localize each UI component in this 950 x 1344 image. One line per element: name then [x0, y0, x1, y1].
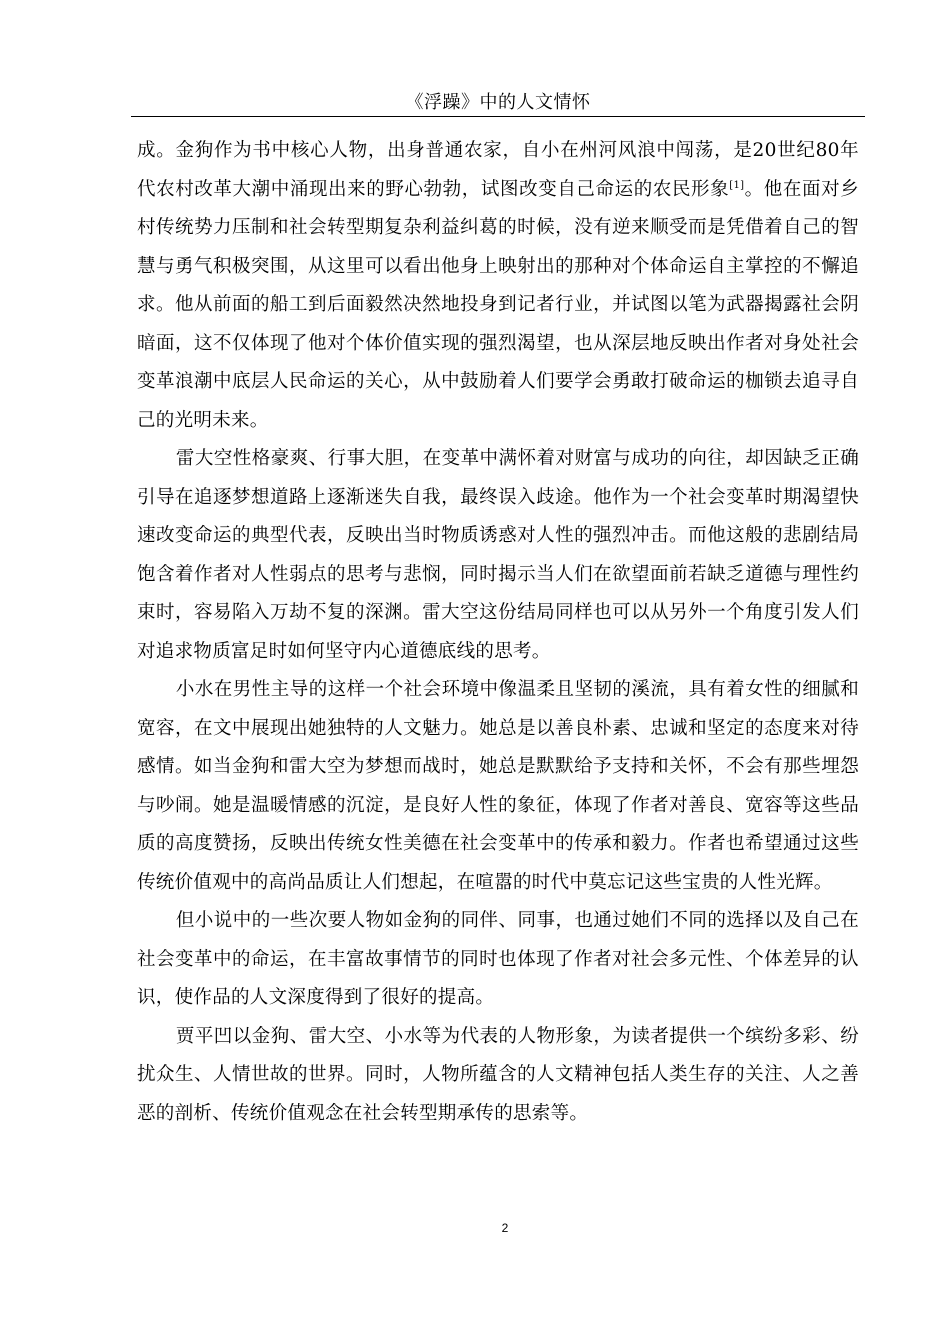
- running-header-title: 《浮躁》中的人文情怀: [405, 92, 591, 113]
- paragraph-1-text-before: 成。金狗作为书中核心人物，出身普通农家，自小在州河风浪中闯荡，是20世纪80年代农村改革大潮中涌现出来的野心勃勃，试图改变自己命运的农民形象: [137, 140, 859, 200]
- page-number: 2: [501, 1221, 509, 1235]
- paragraph-5: 贾平凹以金狗、雷大空、小水等为代表的人物形象，为读者提供一个缤纷多彩、纷扰众生、人情世故的世界。同时，人物所蕴含的人文精神包括人类生存的关注、人之善恶的剖析、传统价值观念在社会转型期承传的思索等。: [137, 1025, 859, 1124]
- citation-marker[interactable]: [1]: [729, 179, 745, 191]
- header-divider: [131, 116, 865, 117]
- paragraph-1: [137, 132, 859, 440]
- paragraph-4: 但小说中的一些次要人物如金狗的同伴、同事，也通过她们不同的选择以及自己在社会变革中的命运，在丰富故事情节的同时也体现了作者对社会多元性、个体差异的认识，使作品的人文深度得到了很好的提高。: [137, 910, 859, 1008]
- body-text: [137, 132, 859, 1133]
- paragraph-1-text-after: 。他在面对乡村传统势力压制和社会转型期复杂利益纠葛的时候，没有逆来顺受而是凭借着自己的智慧与勇气积极突围，从这里可以看出他身上映射出的那种对个体命运自主掌控的不懈追求。他从前面的船工到后面毅然决然地投身到记者行业，并试图以笔为武器揭露社会阴暗面，这不仅体现了他对个体价值实现的强烈渴望，也从深层地反映出作者对身处社会变革浪潮中底层人民命运的关心，从中鼓励着人们要学会勇敢打破命运的枷锁去追寻自己的光明未来。: [137, 178, 859, 431]
- paragraph-3: 小水在男性主导的这样一个社会环境中像温柔且坚韧的溪流，具有着女性的细腻和宽容，在文中展现出她独特的人文魅力。她总是以善良朴素、忠诚和坚定的态度来对待感情。如当金狗和雷大空为梦想而战时，她总是默默给予支持和关怀，不会有那些埋怨与吵闹。她是温暖情感的沉淀，是良好人性的象征，体现了作者对善良、宽容等这些品质的高度赞扬，反映出传统女性美德在社会变革中的传承和毅力。作者也希望通过这些传统价值观中的高尚品质让人们想起，在喧嚣的时代中莫忘记这些宝贵的人性光辉。: [137, 679, 859, 893]
- paragraph-2: 雷大空性格豪爽、行事大胆，在变革中满怀着对财富与成功的向往，却因缺乏正确引导在追逐梦想道路上逐渐迷失自我，最终误入歧途。他作为一个社会变革时期渴望快速改变命运的典型代表，反映出当时物质诱惑对人性的强烈冲击。而他这般的悲剧结局饱含着作者对人性弱点的思考与悲悯，同时揭示当人们在欲望面前若缺乏道德与理性约束时，容易陷入万劫不复的深渊。雷大空这份结局同样也可以从另外一个角度引发人们对追求物质富足时如何坚守内心道德底线的思考。: [137, 448, 859, 662]
